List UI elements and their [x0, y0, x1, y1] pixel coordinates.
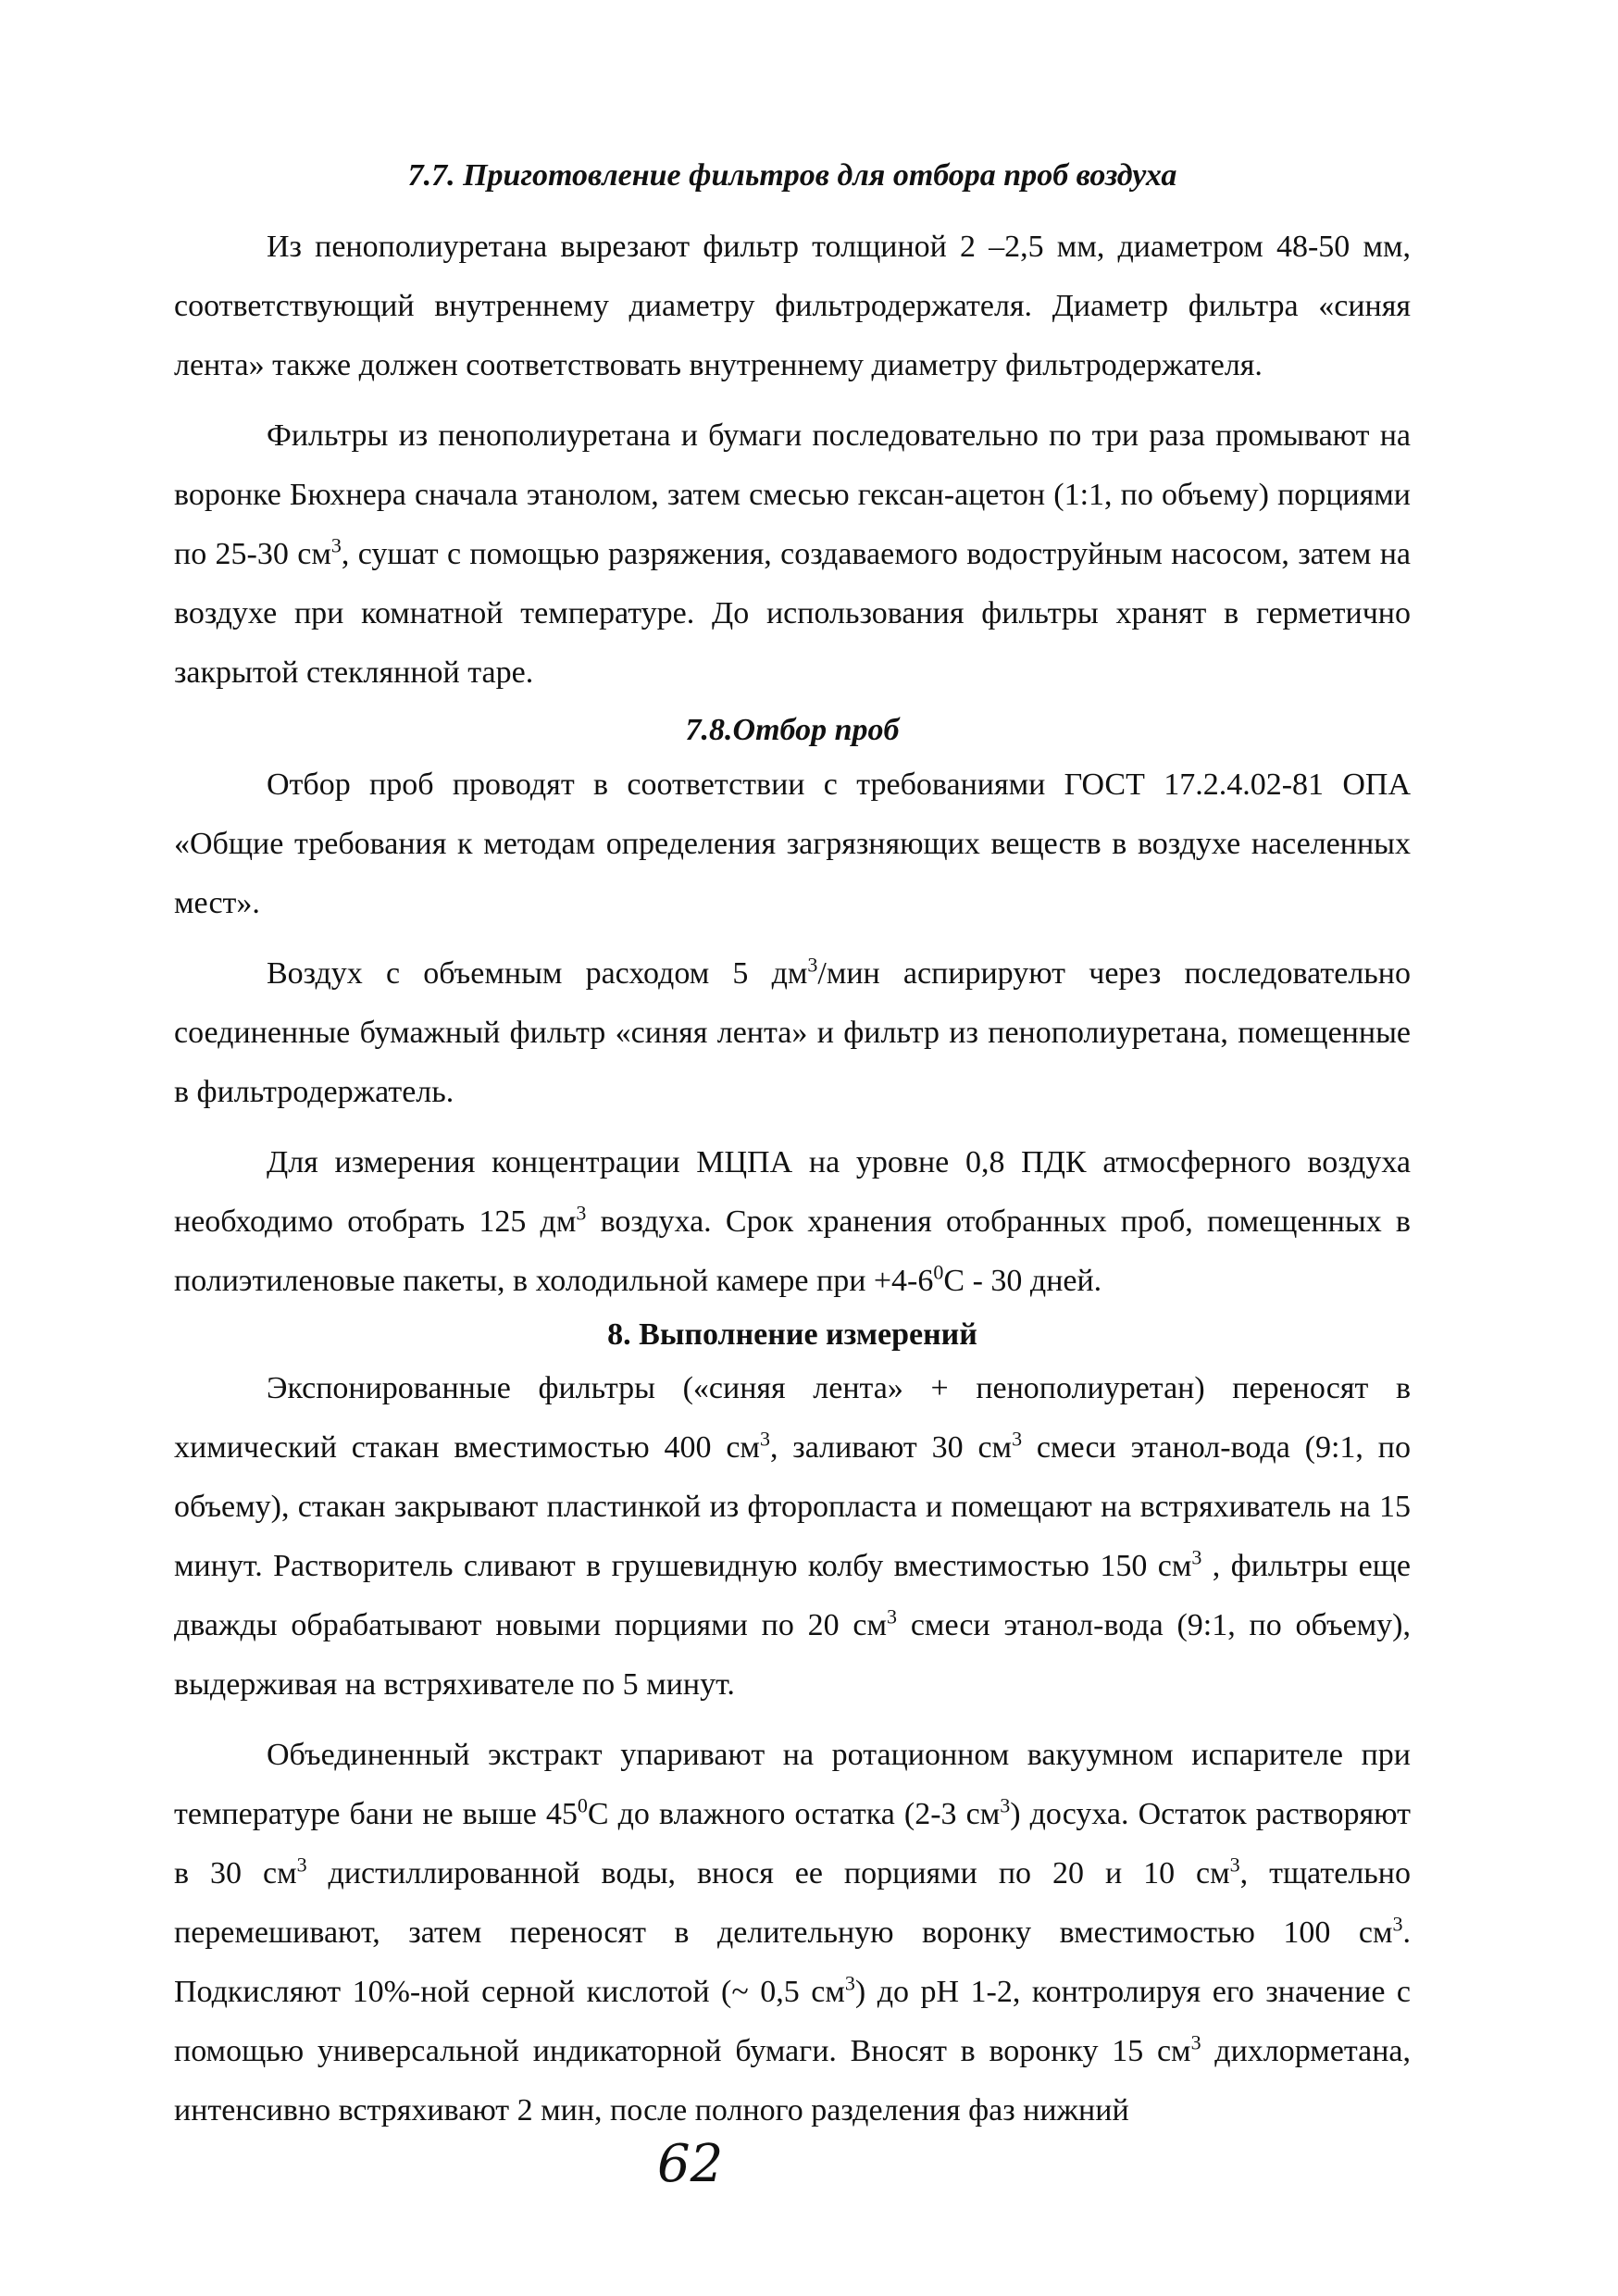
section-8-heading: 8. Выполнение измерений	[607, 1316, 977, 1352]
section-7-8-paragraph-1: Отбор проб проводят в соответствии с требованиями ГОСТ 17.2.4.02-81 ОПА «Общие требования к методам определения загрязняющих веществ в воздухе населенных мест».	[174, 767, 1411, 920]
section-7-7-heading: 7.7. Приготовление фильтров для отбора проб воздуха	[407, 158, 1177, 193]
section-7-8-paragraph-2: Воздух с объемным расходом 5 $дм^3$/мин аспирируют через последовательно соединенные бумажный фильтр «синяя лента» и фильтр из пенополиуретана, помещенные в фильтродержатель.	[174, 953, 1411, 1109]
document-page	[174, 157, 1411, 2140]
section-8-paragraph-2: Объединенный экстракт упаривают на ротационном вакуумном испарителе при температуре бани не выше $45^0С$ до влажного остатка (2-3 $см^3$) досуха. Остаток растворяют в 30 $см^3$ дистиллированной воды, внося ее порциями по 20 и 10 $см^3$, тщательно перемешивают, затем переносят в делительную воронку вместимостью 100 $см^3$. Подкисляют 10%-ной серной кислотой (~ 0,5 $см^3$) до рН 1-2, контролируя его значение с помощью универсальной индикаторной бумаги. Вносят в воронку 15 $см^3$ дихлорметана, интенсивно встряхивают 2 мин, после полного разделения фаз нижний	[174, 1738, 1411, 2128]
section-8-paragraph-1: Экспонированные фильтры («синяя лента» + пенополиуретан) переносят в химический стакан вместимостью 400 $см^3$, заливают 30 $см^3$ смеси этанол-вода (9:1, по объему), стакан закрывают пластинкой из фторопласта и помещают на встряхиватель на 15 минут. Растворитель сливают в грушевидную колбу вместимостью 150 $см^3$ , фильтры еще дважды обрабатывают новыми порциями по 20 $см^3$ смеси этанол-вода (9:1, по объему), выдерживая на встряхивателе по 5 минут.	[174, 1371, 1412, 1703]
page-number: 62	[657, 2134, 724, 2194]
section-7-8-heading: 7.8.Отбор проб	[685, 712, 900, 747]
section-7-8-paragraph-3: Для измерения концентрации МЦПА на уровне 0,8 ПДК атмосферного воздуха необходимо отобрать 125 $дм^3$ воздуха. Срок хранения отобранных проб, помещенных в полиэтиленовые пакеты, в холодильной камере при $+4-6^0С - 30$ дней.	[174, 1144, 1411, 1298]
section-7-7-paragraph-2: Фильтры из пенополиуретана и бумаги последовательно по три раза промывают на воронке Бюхнера сначала этанолом, затем смесью гексан-ацетон (1:1, по объему) порциями по 25-30 $см^3$, сушат с помощью разряжения, создаваемого водоструйным насосом, затем на воздухе при комнатной температуре. До использования фильтры хранят в герметично закрытой стеклянной таре.	[174, 418, 1412, 690]
section-7-7-paragraph-1: Из пенополиуретана вырезают фильтр толщиной 2 –2,5 мм, диаметром 48-50 мм, соответствующий внутреннему диаметру фильтродержателя. Диаметр фильтра «синяя лента» также должен соответствовать внутреннему диаметру фильтродержателя.	[174, 229, 1411, 382]
